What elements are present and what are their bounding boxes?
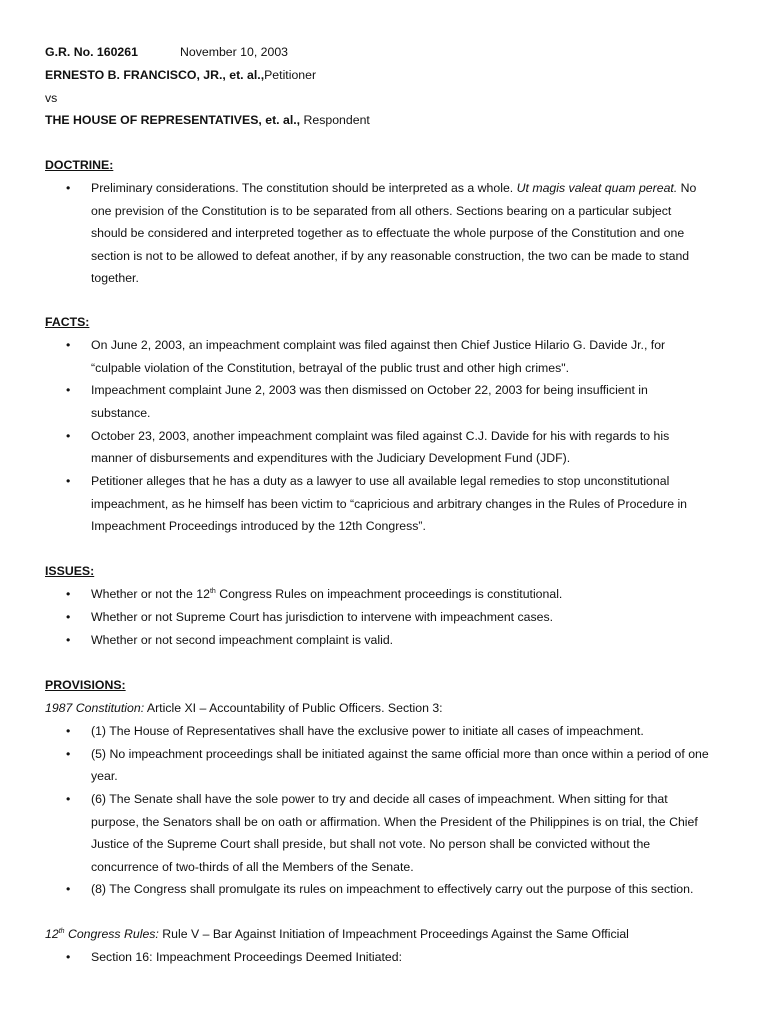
bullet-icon: • xyxy=(66,181,71,195)
petitioner-line xyxy=(45,68,316,82)
provision-6-line-3: Justice of the Supreme Court shall preside, but shall not vote. No person shall be convicted without the xyxy=(91,837,651,851)
section-16: Section 16: Impeachment Proceedings Deemed Initiated: xyxy=(91,950,403,964)
issue-2: Whether or not Supreme Court has jurisdiction to intervene with impeachment cases. xyxy=(91,610,554,624)
constitution-reference xyxy=(45,701,443,715)
constitution-label: 1987 Constitution: xyxy=(45,701,145,715)
bullet-icon: • xyxy=(66,747,71,761)
provision-5-line-1: (5) No impeachment proceedings shall be initiated against the same official more than once within a period of one xyxy=(91,747,709,761)
issues-heading: ISSUES: xyxy=(45,564,95,578)
provision-6-line-4: concurrence of two-thirds of all the Members of the Senate. xyxy=(91,860,414,874)
provision-8: (8) The Congress shall promulgate its rules on impeachment to effectively carry out the purpose of this section. xyxy=(91,882,694,896)
provision-1: (1) The House of Representatives shall have the exclusive power to initiate all cases of impeachment. xyxy=(91,724,644,738)
respondent-line xyxy=(45,113,370,127)
ordinal-suffix: th xyxy=(58,927,65,935)
congress-rules-label xyxy=(45,927,159,941)
rule-v-title: Rule V – Bar Against Initiation of Impeachment Proceedings Against the Same Official xyxy=(158,927,629,941)
provisions-heading: PROVISIONS: xyxy=(45,678,126,692)
petitioner-name: ERNESTO B. FRANCISCO, JR., et. al., xyxy=(45,68,265,82)
petitioner-role: Petitioner xyxy=(264,68,317,82)
respondent-role: Respondent xyxy=(303,113,370,127)
provision-6-line-1: (6) The Senate shall have the sole power to try and decide all cases of impeachment. When sitting for that xyxy=(91,792,668,806)
constitution-article: Article XI – Accountability of Public Officers. Section 3: xyxy=(144,701,443,715)
doctrine-heading: DOCTRINE: xyxy=(45,158,114,172)
fact-2-line-2: substance. xyxy=(91,406,151,420)
doctrine-latin-maxim: Ut magis valeat quam pereat. xyxy=(516,181,678,195)
bullet-icon: • xyxy=(66,882,71,896)
facts-heading: FACTS: xyxy=(45,315,90,329)
bullet-icon: • xyxy=(66,610,71,624)
fact-1-line-1: On June 2, 2003, an impeachment complaint was filed against then Chief Justice Hilario G. Davide Jr., for xyxy=(91,338,666,352)
bullet-icon: • xyxy=(66,724,71,738)
fact-3-line-1: October 23, 2003, another impeachment complaint was filed against C.J. Davide for his with regards to his xyxy=(91,429,670,443)
congress-rules-text: Congress Rules: xyxy=(64,927,159,941)
bullet-icon: • xyxy=(66,633,71,647)
fact-4-line-1: Petitioner alleges that he has a duty as a lawyer to use all available legal remedies to stop unconstitutional xyxy=(91,474,670,488)
bullet-icon: • xyxy=(66,950,71,964)
bullet-icon: • xyxy=(66,429,71,443)
provision-5-line-2: year. xyxy=(91,769,118,783)
versus: vs xyxy=(45,91,58,105)
fact-4-line-2: impeachment, as he himself has been victim to “capricious and arbitrary changes in the Rules of Procedure in xyxy=(91,497,688,511)
respondent-name: THE HOUSE OF REPRESENTATIVES, et. al., xyxy=(45,113,301,127)
issue-1-text-a: Whether or not the 12 xyxy=(91,587,210,601)
doctrine-line-1 xyxy=(91,181,696,195)
congress-number: 12 xyxy=(45,927,59,941)
gr-number: G.R. No. 160261 xyxy=(45,45,138,59)
bullet-icon: • xyxy=(66,383,71,397)
doctrine-text-c: No xyxy=(680,181,697,195)
ordinal-suffix: th xyxy=(209,587,216,595)
provision-6-line-2: purpose, the Senators shall be on oath or affirmation. When the President of the Philippines is on trial, the Chief xyxy=(91,815,698,829)
bullet-icon: • xyxy=(66,587,71,601)
doctrine-text-a: Preliminary considerations. The constitution should be interpreted as a whole. xyxy=(91,181,514,195)
fact-4-line-3: Impeachment Proceedings introduced by the 12th Congress”. xyxy=(91,519,426,533)
bullet-icon: • xyxy=(66,338,71,352)
bullet-icon: • xyxy=(66,474,71,488)
doctrine-line-4: section is not to be allowed to defeat another, if by any reasonable construction, the two can be made to stand xyxy=(91,249,690,263)
doctrine-line-2: one prevision of the Constitution is to be separated from all others. Sections bearing on a particular subject xyxy=(91,204,672,218)
bullet-icon: • xyxy=(66,792,71,806)
decision-date: November 10, 2003 xyxy=(180,45,289,59)
issue-3: Whether or not second impeachment complaint is valid. xyxy=(91,633,394,647)
doctrine-line-5: together. xyxy=(91,271,139,285)
fact-3-line-2: manner of disbursements and expenditures with the Judiciary Development Fund (JDF). xyxy=(91,451,571,465)
congress-rules-reference xyxy=(45,927,629,941)
issue-1-text-b: Congress Rules on impeachment proceedings is constitutional. xyxy=(215,587,563,601)
doctrine-line-3: should be considered and interpreted together as to effectuate the whole purpose of the Constitution and one xyxy=(91,226,685,240)
fact-2-line-1: Impeachment complaint June 2, 2003 was then dismissed on October 22, 2003 for being insufficient in xyxy=(91,383,648,397)
fact-1-line-2: “culpable violation of the Constitution, betrayal of the public trust and other high crimes". xyxy=(91,361,570,375)
issue-1 xyxy=(91,587,562,601)
case-header-line xyxy=(45,45,289,59)
